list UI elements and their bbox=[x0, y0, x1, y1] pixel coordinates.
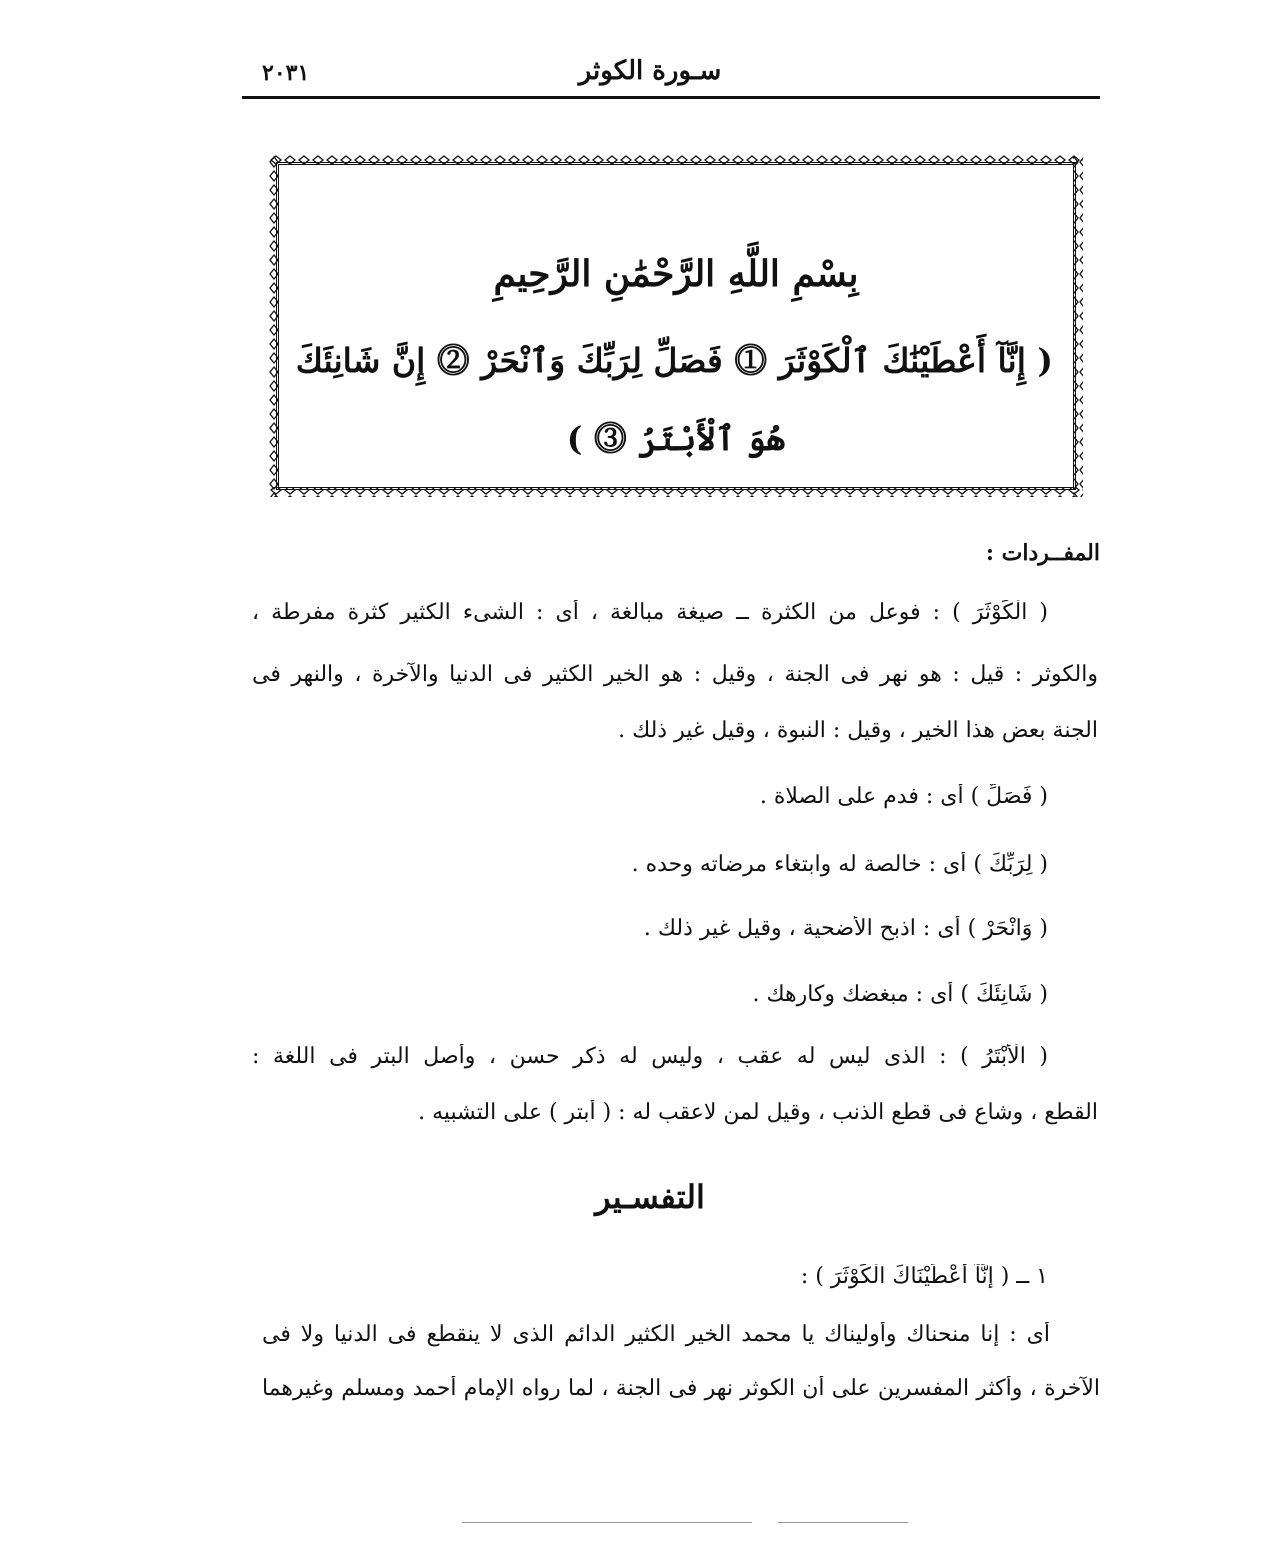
tafsir-heading: التفسـير bbox=[595, 1178, 705, 1216]
bismillah: بِسْمِ اللَّهِ الرَّحْمَٰنِ الرَّحِيمِ bbox=[493, 253, 859, 295]
footer-rule-right bbox=[778, 1522, 908, 1523]
footer-rule bbox=[462, 1522, 752, 1523]
running-header-title: سـورة الكوثر bbox=[578, 56, 722, 86]
tafsir-line-1: أى : إنا منحناك وأوليناك يا محمد الخير الكثير الدائم الذى لا ينقطع فى الدنيا ولا فى bbox=[262, 1322, 1050, 1347]
vocab-line-fasalli: ( فَصَلِّ ) أى : فدم على الصلاة . bbox=[759, 784, 1048, 809]
vocab-line-shaniaka: ( شَانِئَكَ ) أى : مبغضك وكارهك . bbox=[752, 982, 1048, 1007]
vocab-line-kawthar: ( الْكَوْثَرَ ) : فوعل من الكثرة ــ صيغة مبالغة ، أى : الشىء الكثير كثرة مفرطة ، bbox=[252, 600, 1048, 625]
page-number: ٢٠٣١ bbox=[262, 60, 310, 86]
verse-line-2: هُوَ ٱلْأَبْتَرُ ⓷ ) bbox=[566, 419, 786, 458]
tafsir-line-2: الآخرة ، وأكثر المفسرين على أن الكوثر نهر فى الجنة ، لما رواه الإمام أحمد ومسلم وغيرهما bbox=[262, 1376, 1100, 1401]
vocab-line-abtar-cont: القطع ، وشاع فى قطع الذنب ، وقيل لمن لاعقب له : ( أبتر ) على التشبيه . bbox=[418, 1100, 1098, 1125]
vocabulary-heading: المفــردات : bbox=[985, 540, 1100, 566]
vocab-line-abtar: ( الْأَبْتَرُ ) : الذى ليس له عقب ، وليس له ذكر حسن ، وأصل البتر فى اللغة : bbox=[252, 1044, 1048, 1069]
vocab-line-lirabbika: ( لِرَبِّكَ ) أى : خالصة له وابتغاء مرضاته وحده . bbox=[631, 852, 1048, 877]
vocab-line-kawthar-cont-2: الجنة بعض هذا الخير ، وقيل : النبوة ، وقيل غير ذلك . bbox=[618, 718, 1098, 743]
surah-text-frame bbox=[276, 162, 1076, 490]
vocab-line-kawthar-cont-1: والكوثر : قيل : هو نهر فى الجنة ، وقيل : هو الخير الكثير فى الدنيا والآخرة ، والنهر فى bbox=[252, 662, 1098, 687]
vocab-line-wanhar: ( وَانْحَرْ ) أى : اذبح الأُضحية ، وقيل غير ذلك . bbox=[643, 916, 1048, 941]
verse-line-1: ( إِنَّآ أَعْطَيْنَٰكَ ٱلْكَوْثَرَ ⓵ فَصَلِّ لِرَبِّكَ وَٱنْحَرْ ⓶ إِنَّ شَانِئَكَ bbox=[295, 341, 1053, 380]
tafsir-verse-reference: ١ ــ ( إِنَّآ أَعْطَيْنَاكَ الْكَوْثَرَ ) : bbox=[800, 1264, 1048, 1289]
header-divider bbox=[242, 96, 1100, 99]
